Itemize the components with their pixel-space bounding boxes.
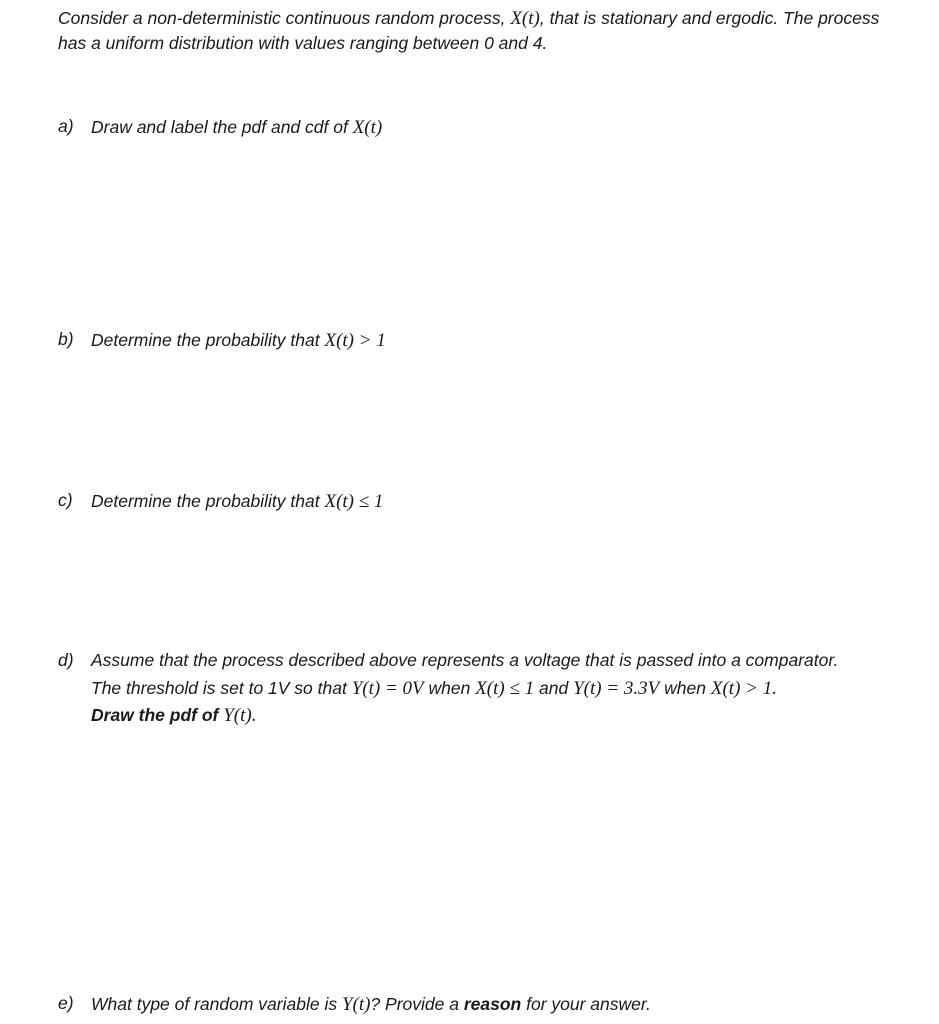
intro-text: , that is stationary and ergodic. The process [539,8,880,28]
math-inequality: X(t) ≤ 1 [324,491,384,512]
math-y-of-t: Y(t). [223,705,257,726]
question-prose: when [423,678,476,698]
question-label: a) [58,116,74,136]
math-expression: X(t) ≤ 1 [475,678,535,699]
math-expression: Y(t) = 0V [351,678,424,699]
question-label: d) [58,650,74,670]
question-text-line-3 [91,706,256,725]
question-prose: when [659,678,711,698]
question-prose: What type of random variable is [91,994,342,1014]
question-emphasis: Draw the pdf of [91,705,224,725]
question-prose: Determine the probability that [91,330,325,350]
math-inequality: X(t) > 1 [324,330,386,351]
math-x-of-t: X(t) [510,8,540,29]
intro-line-2: has a uniform distribution with values ranging between 0 and 4. [58,33,548,53]
question-prose: Determine the probability that [91,491,325,511]
question-text-line-1: Assume that the process described above represents a voltage that is passed into a comparator. [91,650,839,670]
intro-line-1 [58,9,879,28]
question-emphasis: reason [463,994,522,1014]
math-x-of-t: X(t) [352,117,383,138]
question-text [91,492,383,511]
question-prose: and [534,678,574,698]
math-y-of-t: Y(t) [341,994,371,1015]
math-expression: Y(t) = 3.3V [573,678,660,699]
math-expression: X(t) > 1. [710,678,777,699]
question-text [91,331,386,350]
question-text [91,995,651,1014]
intro-text: Consider a non-deterministic continuous random process, [58,8,511,28]
question-prose: ? Provide a [370,994,464,1014]
question-prose: The threshold is set to 1V so that [91,678,352,698]
question-prose: Draw and label the pdf and cdf of [91,117,353,137]
question-text-line-2 [91,679,777,698]
question-label: b) [58,329,74,349]
question-label: c) [58,490,73,510]
question-prose: for your answer. [521,994,651,1014]
question-text [91,118,382,137]
question-label: e) [58,993,74,1013]
